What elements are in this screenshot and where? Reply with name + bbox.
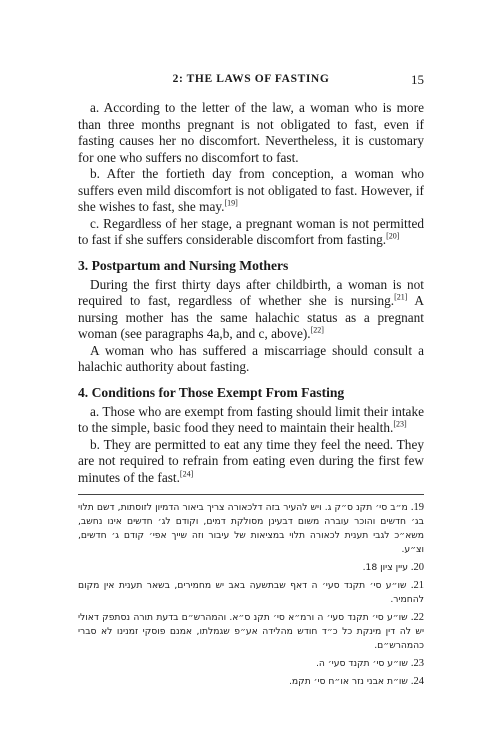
footnote-text: שו״ע סי׳ תקנד סעי׳ ה דאף שבתשעה באב יש מחמירים, בשאר תענית אין מקום להחמיר.	[78, 580, 424, 605]
footnote-20	[78, 561, 424, 575]
paragraph-4b	[78, 166, 424, 216]
footnote-ref[interactable]: [19]	[224, 198, 238, 208]
footnote-number: 21.	[410, 580, 424, 591]
paragraph-text: During the first thirty days after childbirth, a woman is not required to fast, regardless of whether she is nursing.	[78, 276, 424, 308]
footnote-ref[interactable]: [23]	[393, 419, 407, 429]
paragraph-eat-anytime	[78, 437, 424, 487]
footnote-19	[78, 501, 424, 557]
footnote-ref[interactable]: [20]	[386, 231, 400, 241]
book-page	[78, 70, 424, 693]
paragraph-text: b. After the fortieth day from conception, a woman who suffers even mild discomfort is not obligated to fast. However, if she wishes to fast, she may.	[78, 166, 424, 214]
paragraph-text: A nursing mother has the same halachic status as a pregnant woman (see paragraphs 4a,b, and c, above).	[78, 293, 424, 341]
section-heading-3: 3. Postpartum and Nursing Mothers	[78, 257, 289, 273]
footnote-number: 23.	[410, 658, 424, 669]
body-text	[78, 100, 424, 486]
paragraph-text: b. They are permitted to eat any time they feel the need. They are not required to refrain from eating even during the first few minutes of the fast.	[78, 436, 424, 485]
footnote-number: 22.	[410, 612, 425, 623]
footnote-text: שו״ת אבני נזר או״ח סי׳ תקמ.	[289, 676, 408, 687]
footnote-text: מ״ב סי׳ תקנ ס״ק ג. ויש להעיר בזה דלכאורה צריך ביאור הדמיון לזוסתות, דשם תלוי בג׳ חדשים והוכר עוברה משום דבעינן מסולקת דמים, וקודם לג׳ חדשים אינו נחשב, משא״כ לגבי תענית לכאורה תלוי במציאות של עיבור וזה שייך אפי׳ קודם ג׳ חדשים, וצ״ע.	[78, 502, 424, 555]
paragraph-text: a. Those who are exempt from fasting should limit their intake to the simple, basic food they need to maintain their health.	[78, 403, 424, 435]
page-number: 15	[411, 72, 424, 87]
paragraph-text: A woman who has suffered a miscarriage should consult a halachic authority about fasting.	[78, 342, 424, 374]
footnote-divider	[78, 494, 424, 495]
footnote-ref[interactable]: [24]	[179, 469, 194, 479]
paragraph-4a	[78, 100, 424, 166]
footnote-text: שו״ע סי׳ תקנד סעי׳ ה.	[315, 658, 408, 669]
running-head	[78, 70, 424, 92]
paragraph-4c	[78, 216, 424, 249]
section-heading-4: 4. Conditions for Those Exempt From Fasting	[78, 384, 345, 400]
footnote-number: 24.	[410, 676, 424, 687]
footnote-text: עיין ציון 18.	[362, 562, 408, 573]
paragraph-text: a. According to the letter of the law, a woman who is more than three months pregnant is not obligated to fast, even if fasting causes her no discomfort. Nevertheless, it is customary for one who suffers no discomfort to fast.	[78, 100, 424, 165]
footnote-24	[78, 675, 424, 689]
footnote-number: 19.	[410, 502, 424, 513]
chapter-title: 2: THE LAWS OF FASTING	[172, 73, 330, 85]
footnote-ref[interactable]: [21]	[394, 292, 408, 302]
footnote-number: 20.	[410, 562, 424, 573]
footnote-23	[78, 657, 424, 671]
footnote-ref[interactable]: [22]	[310, 325, 324, 335]
footnote-text: שו״ע סי׳ תקנד סעי׳ ה ורמ״א סי׳ תקנ ס״א. והמהרש״ם בדעת תורה נסתפק דאולי יש לה דין מינקת כל כ״ד חודש מהלידה אע״פ שגמלתו, אמנם פוסקי זמנינו לא סברי כהמהרש״ם.	[78, 612, 424, 651]
paragraph-postpartum	[78, 277, 424, 343]
paragraph-limit-intake	[78, 404, 424, 437]
footnotes	[78, 501, 424, 689]
footnote-22	[78, 611, 424, 653]
footnote-21	[78, 579, 424, 607]
paragraph-text: c. Regardless of her stage, a pregnant woman is not permitted to fast if she suffers considerable discomfort from fasting.	[78, 215, 424, 247]
paragraph-miscarriage	[78, 343, 424, 376]
